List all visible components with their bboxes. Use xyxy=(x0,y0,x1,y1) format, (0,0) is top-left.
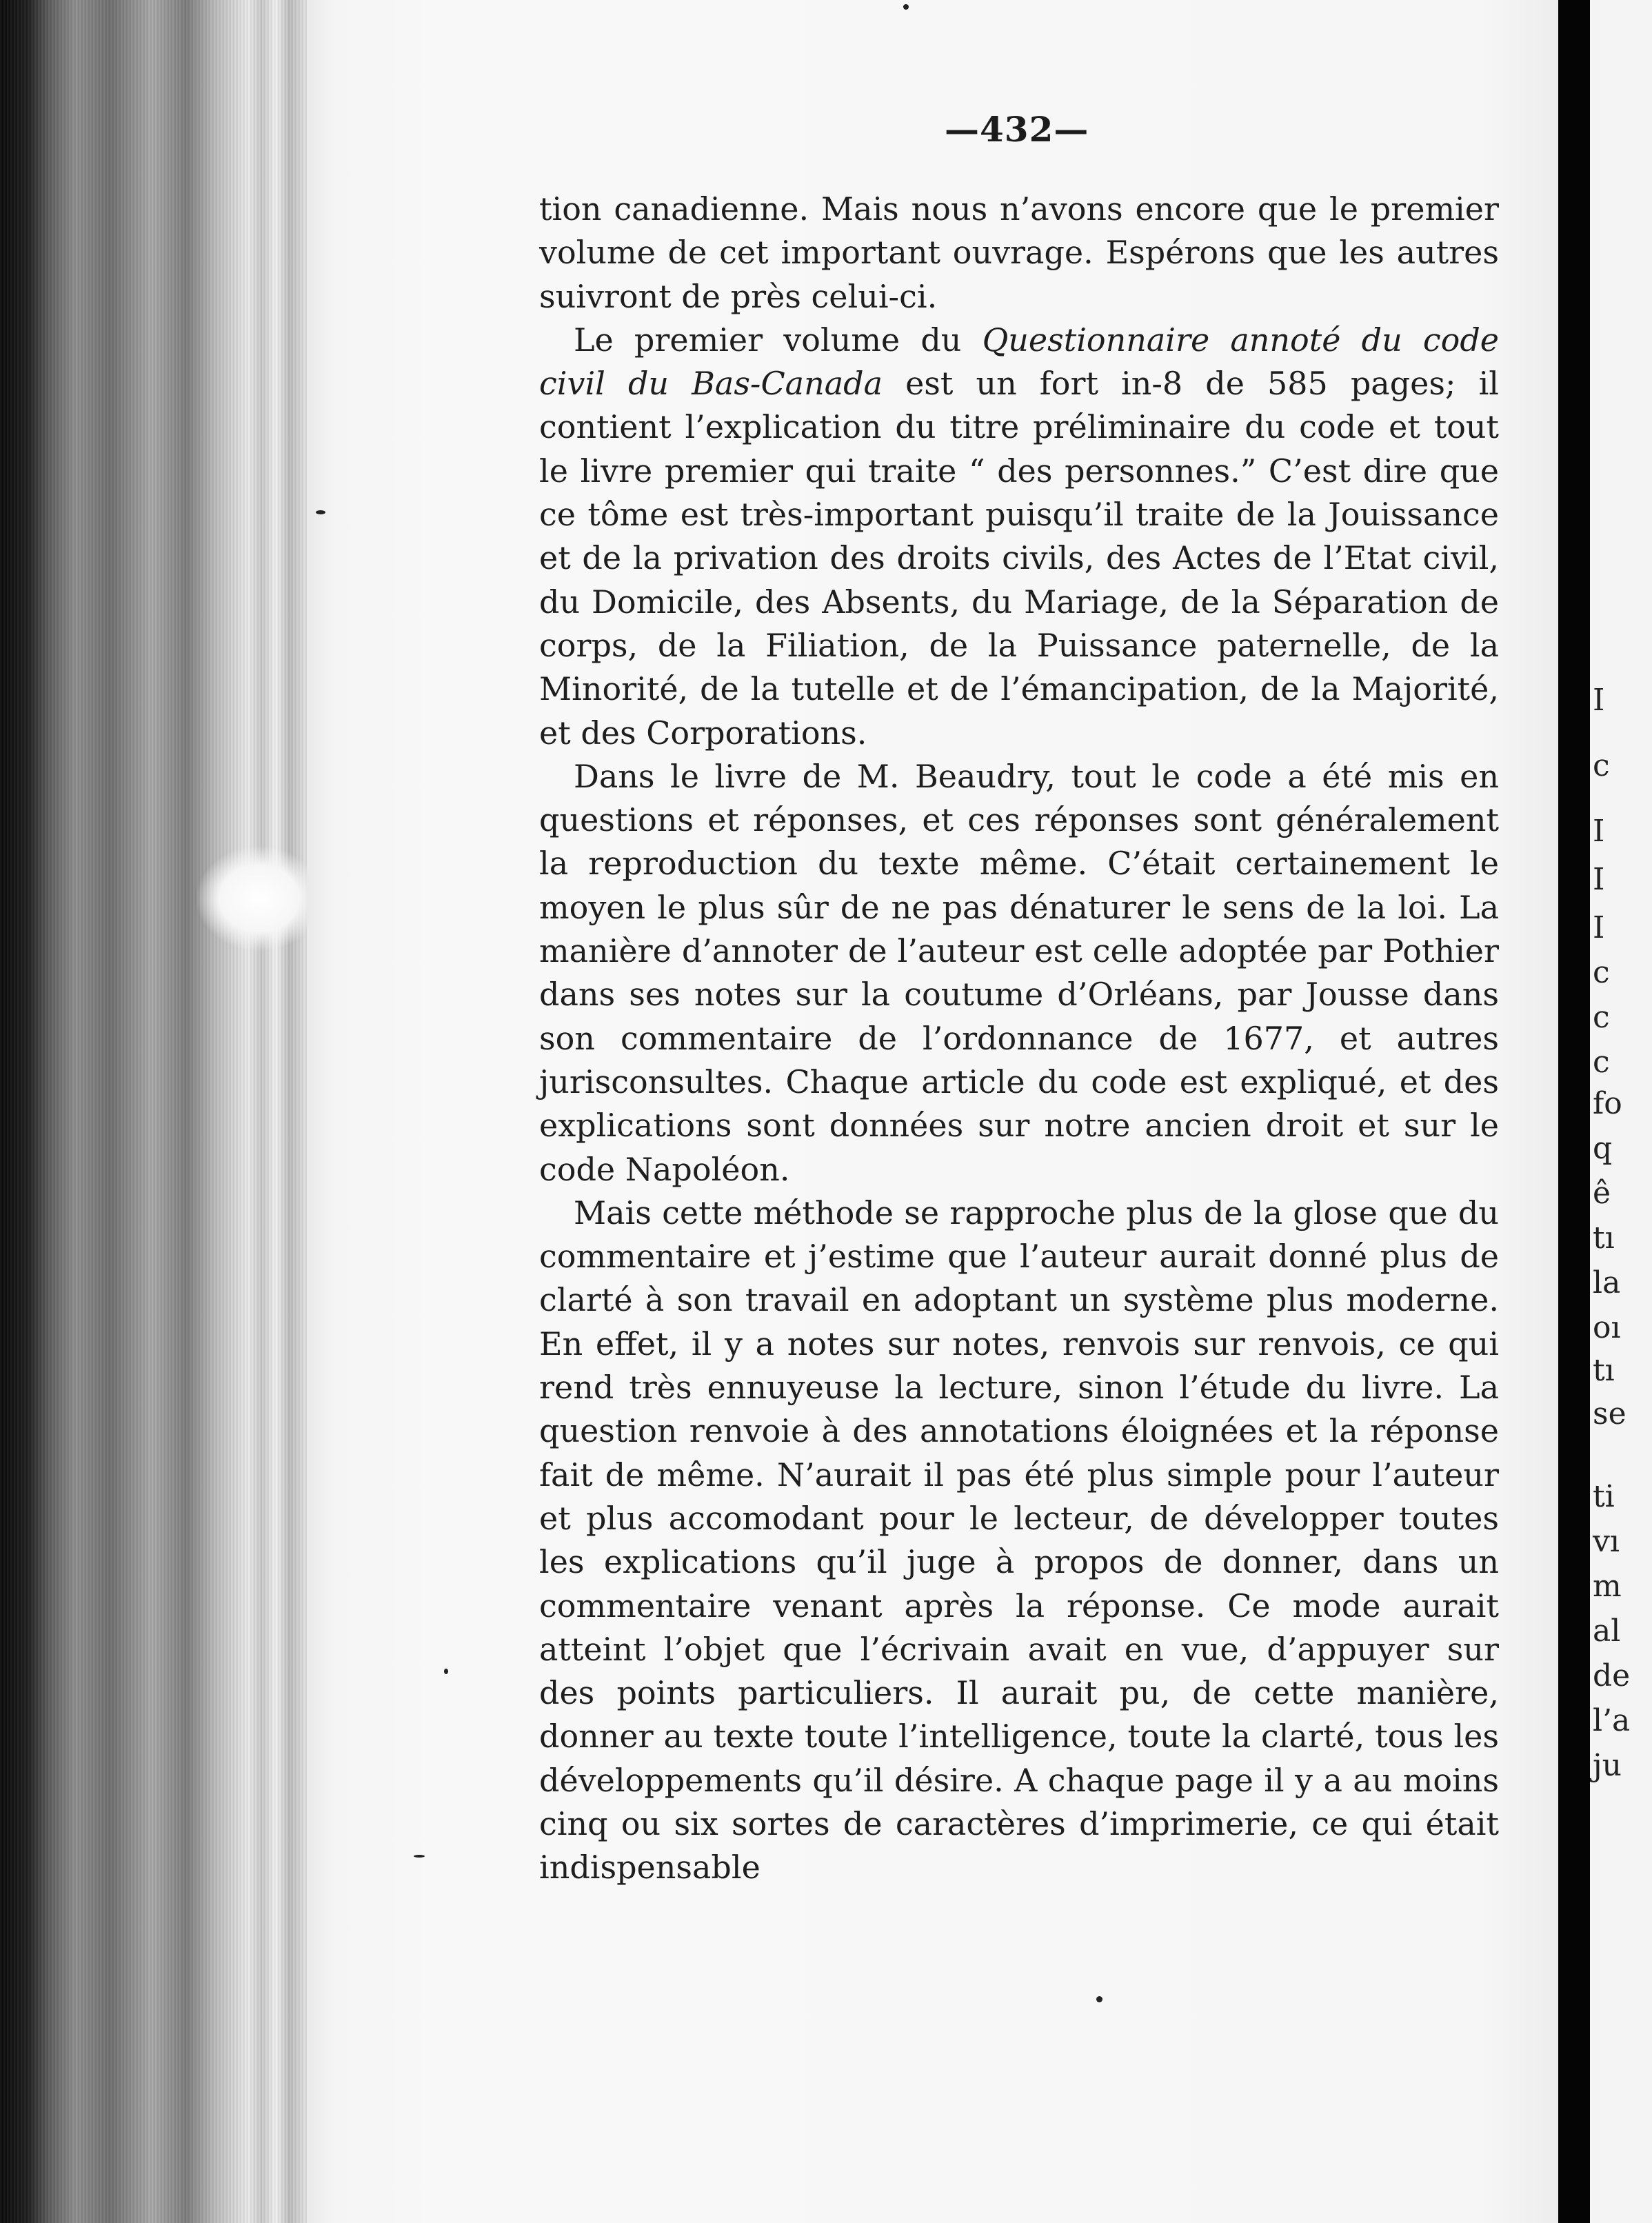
paragraph-4: Mais cette méthode se rapproche plus de la glose que du commentaire et j’estime que l’auteur aurait donné plus de clarté à son travail en adoptant un système plus moderne. En effet, il y a notes sur notes, renvois sur renvois, ce qui rend très ennuyeuse la lecture, sinon l’étude du livre. La question renvoie à des annotations éloignées et la réponse fait de même. N’aurait il pas été plus simple pour l’auteur et plus accomodant pour le lecteur, de développer toutes les explications qu’il juge à propos de donner, dans un commentaire venant après la réponse. Ce mode aurait atteint l’objet que l’écrivain avait en vue, d’appuyer sur des points particuliers. Il aurait pu, de cette manière, donner au texte toute l’intelligence, toute la clarté, tous les développements qu’il désire. A chaque page il y a au moins cinq ou six sortes de caractères d’imprimerie, ce qui était indispensable xyxy=(539,1194,1499,1887)
next-page-fragment: se xyxy=(1593,1396,1626,1431)
paragraph-1: tion canadienne. Mais nous n’avons encore que le premier volume de cet important ouvrage. Espérons que les autres suivront de près celui-ci. xyxy=(539,190,1499,315)
next-page-fragment: al xyxy=(1593,1613,1621,1649)
next-page-fragment: ti xyxy=(1593,1479,1615,1514)
ink-speck xyxy=(1096,1996,1102,2002)
next-page-fragment: ju xyxy=(1593,1748,1622,1783)
book-gutter xyxy=(1558,0,1590,2223)
paper-blemish xyxy=(197,847,321,950)
next-page-fragment: tı xyxy=(1593,1220,1615,1256)
next-page-fragment: vı xyxy=(1593,1524,1620,1559)
ink-speck xyxy=(414,1855,425,1858)
next-page-fragment: c xyxy=(1593,955,1610,990)
next-page-fragment: tı xyxy=(1593,1353,1615,1388)
paragraph-2 xyxy=(539,319,1499,755)
next-page-fragment: de xyxy=(1593,1658,1631,1693)
paragraph-2-lead: Le premier volume du xyxy=(574,321,983,359)
book-title-italic: Questionnaire annoté du code civil du Bas-Canada xyxy=(539,321,1499,403)
next-page-fragment: ê xyxy=(1593,1176,1611,1211)
next-page-fragment: q xyxy=(1593,1131,1613,1166)
next-page-fragment: fo xyxy=(1593,1086,1622,1121)
ink-speck xyxy=(903,4,909,10)
next-page-fragment: I xyxy=(1593,683,1605,718)
next-page-fragment: c xyxy=(1593,1045,1610,1080)
next-page-fragment: m xyxy=(1593,1569,1622,1604)
next-page-fragment: c xyxy=(1593,748,1610,783)
ink-speck xyxy=(316,510,325,514)
next-page-fragment: I xyxy=(1593,814,1605,849)
book-page-edges xyxy=(0,0,309,2223)
next-page-fragment: I xyxy=(1593,910,1605,945)
next-page-fragment: I xyxy=(1593,862,1605,897)
next-page-edge xyxy=(1590,0,1652,2223)
page-number: —432— xyxy=(945,109,1089,150)
ink-speck xyxy=(444,1669,448,1674)
page-body-text xyxy=(539,188,1499,1890)
next-page-fragment: la xyxy=(1593,1265,1621,1300)
next-page-fragment: c xyxy=(1593,1000,1610,1035)
next-page-fragment: oı xyxy=(1593,1310,1621,1345)
paragraph-3: Dans le livre de M. Beaudry, tout le code a été mis en questions et réponses, et ces réponses sont généralement la reproduction du texte même. C’était certainement le moyen le plus sûr de ne pas dénaturer le sens de la loi. La manière d’annoter de l’auteur est celle adoptée par Pothier dans ses notes sur la coutume d’Orléans, par Jousse dans son commentaire de l’ordonnance de 1677, et autres jurisconsultes. Chaque article du code est expliqué, et des explications sont données sur notre ancien droit et sur le code Napoléon. xyxy=(539,757,1499,1188)
paragraph-2-rest: est un fort in-8 de 585 pages; il contient l’explication du titre préliminaire du code et tout le livre premier qui traite “ des personnes.” C’est dire que ce tôme est très-important puisqu’il traite de la Jouissance et de la privation des droits civils, des Actes de l’Etat civil, du Domicile, des Absents, du Mariage, de la Séparation de corps, de la Filiation, de la Puissance paternelle, de la Minorité, de la tutelle et de l’émancipation, de la Majorité, et des Corporations. xyxy=(539,365,1499,752)
next-page-fragment: l’a xyxy=(1593,1703,1631,1738)
